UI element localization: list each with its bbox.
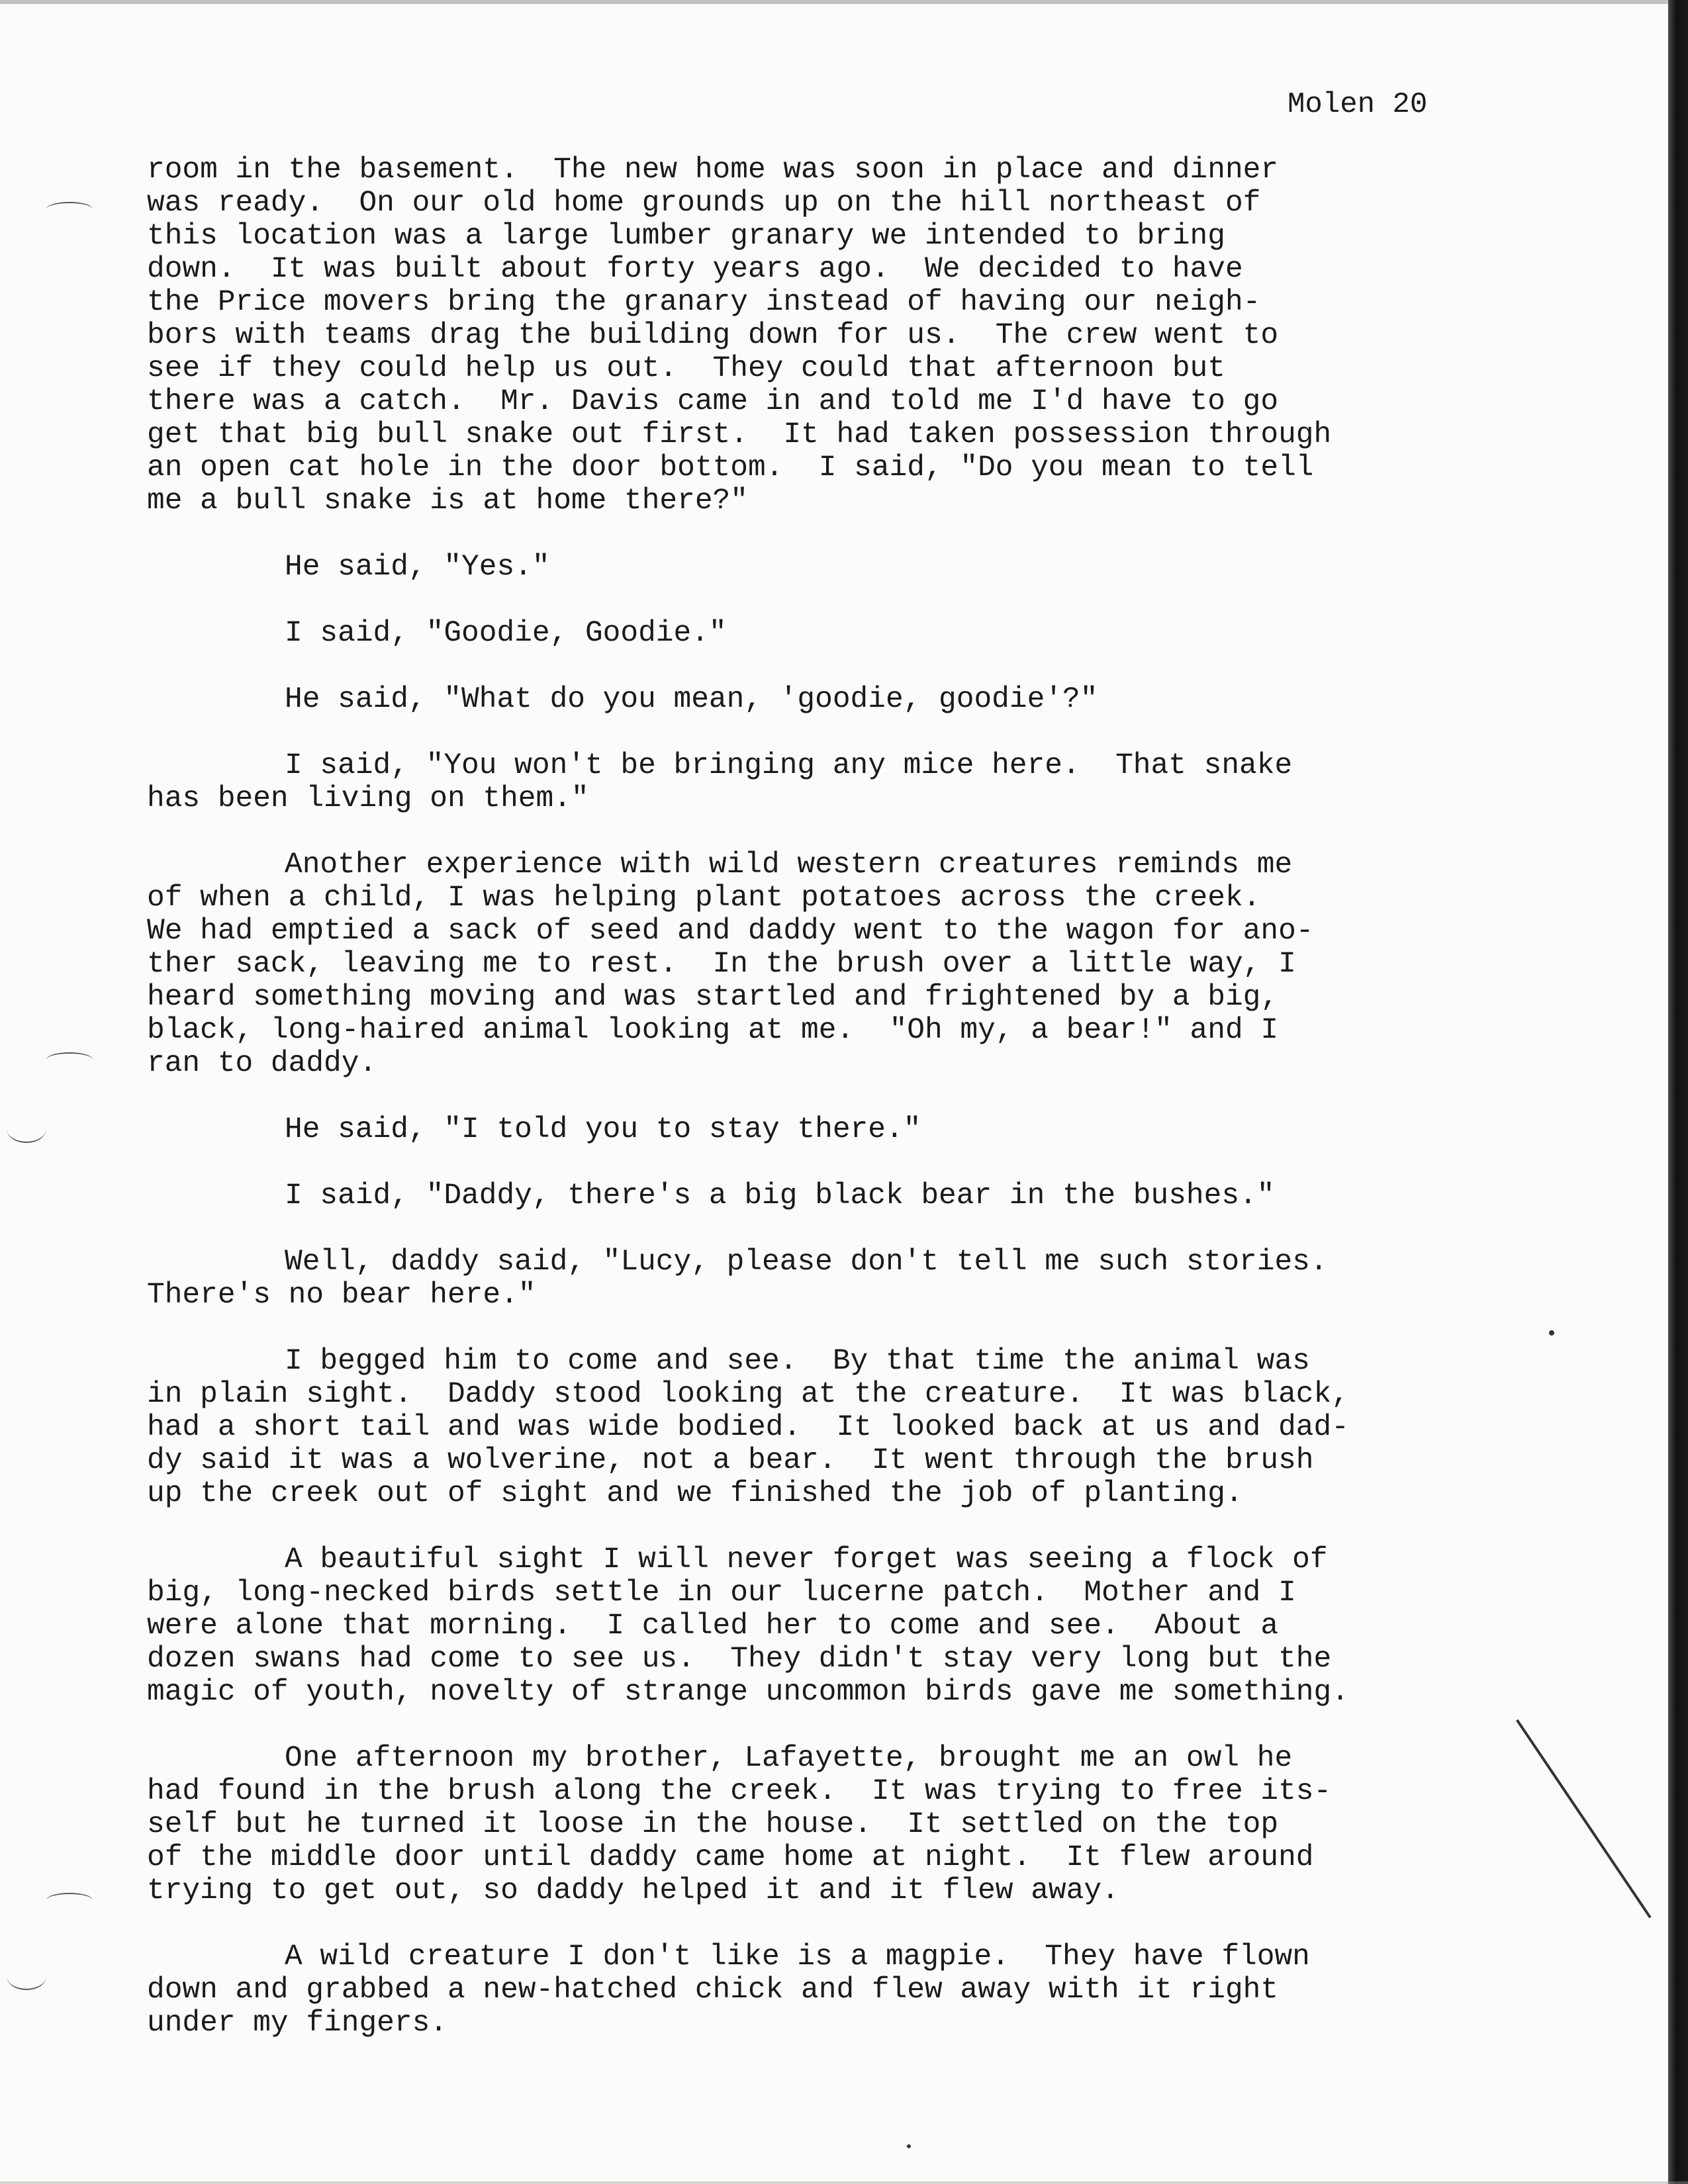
paragraph-gap xyxy=(147,1146,1497,1179)
text-line: I said, "Goodie, Goodie." xyxy=(285,617,727,650)
text-line: there was a catch. Mr. Davis came in and told me I'd have to go xyxy=(147,385,1279,418)
paragraph xyxy=(147,154,1497,518)
body-text xyxy=(147,154,1497,2040)
paragraph-gap xyxy=(147,1312,1497,1345)
text-line: bors with teams drag the building down for us. The crew went to xyxy=(147,319,1279,352)
margin-pencil-mark xyxy=(46,1893,93,1907)
text-line: of the middle door until daddy came home at night. It flew around xyxy=(147,1841,1314,1874)
text-line: this location was a large lumber granary we intended to bring xyxy=(147,220,1225,253)
text-line: under my fingers. xyxy=(147,2007,447,2040)
text-line: We had emptied a sack of seed and daddy went to the wagon for ano- xyxy=(147,915,1314,948)
text-line: big, long-necked birds settle in our lucerne patch. Mother and I xyxy=(147,1576,1296,1610)
paragraph-gap xyxy=(147,584,1497,617)
text-line: He said, "What do you mean, 'goodie, goodie'?" xyxy=(285,683,1098,716)
paragraph xyxy=(147,683,1497,716)
text-line: get that big bull snake out first. It had taken possession through xyxy=(147,418,1332,451)
paragraph xyxy=(147,1345,1497,1510)
text-line: was ready. On our old home grounds up on the hill northeast of xyxy=(147,187,1261,220)
text-line: He said, "I told you to stay there." xyxy=(285,1113,921,1146)
text-line: I begged him to come and see. By that time the animal was xyxy=(285,1345,1310,1378)
paragraph xyxy=(147,1246,1497,1312)
scan-bottom-edge xyxy=(0,2181,1688,2184)
text-line: had a short tail and was wide bodied. It looked back at us and dad- xyxy=(147,1411,1349,1444)
text-line: of when a child, I was helping plant potatoes across the creek. xyxy=(147,882,1261,915)
paragraph xyxy=(147,1113,1497,1146)
margin-pencil-mark xyxy=(7,1962,46,1990)
paragraph-gap xyxy=(147,1080,1497,1113)
text-line: I said, "Daddy, there's a big black bear in the bushes." xyxy=(285,1179,1275,1212)
page-header-number: Molen 20 xyxy=(1288,88,1428,121)
text-line: A wild creature I don't like is a magpie. They have flown xyxy=(285,1940,1310,1974)
paragraph xyxy=(147,1742,1497,1907)
text-line: down and grabbed a new-hatched chick and flew away with it right xyxy=(147,1974,1279,2007)
paragraph-gap xyxy=(147,518,1497,551)
paragraph-gap xyxy=(147,650,1497,683)
text-line: Another experience with wild western creatures reminds me xyxy=(285,848,1293,882)
paragraph xyxy=(147,617,1497,650)
text-line: up the creek out of sight and we finished the job of planting. xyxy=(147,1477,1243,1510)
text-line: black, long-haired animal looking at me. "Oh my, a bear!" and I xyxy=(147,1014,1279,1047)
paragraph-gap xyxy=(147,1709,1497,1742)
text-line: room in the basement. The new home was soon in place and dinner xyxy=(147,154,1279,187)
paragraph xyxy=(147,749,1497,815)
scan-right-edge xyxy=(1668,0,1688,2184)
margin-pencil-mark xyxy=(7,1115,46,1143)
text-line: A beautiful sight I will never forget was seeing a flock of xyxy=(285,1543,1328,1576)
paragraph-gap xyxy=(147,1907,1497,1940)
paragraph xyxy=(147,1179,1497,1212)
text-line: had found in the brush along the creek. It was trying to free its- xyxy=(147,1775,1332,1808)
text-line: dy said it was a wolverine, not a bear. It went through the brush xyxy=(147,1444,1314,1477)
text-line: an open cat hole in the door bottom. I said, "Do you mean to tell xyxy=(147,451,1314,484)
scan-speck xyxy=(1549,1330,1554,1336)
paragraph xyxy=(147,848,1497,1080)
text-line: He said, "Yes." xyxy=(285,551,550,584)
text-line: I said, "You won't be bringing any mice here. That snake xyxy=(285,749,1293,782)
text-line: ran to daddy. xyxy=(147,1047,377,1080)
text-line: self but he turned it loose in the house. It settled on the top xyxy=(147,1808,1279,1841)
text-line: has been living on them." xyxy=(147,782,589,815)
text-line: ther sack, leaving me to rest. In the brush over a little way, I xyxy=(147,948,1296,981)
paragraph xyxy=(147,1940,1497,2040)
text-line: down. It was built about forty years ago. We decided to have xyxy=(147,253,1243,286)
text-line: the Price movers bring the granary instead of having our neigh- xyxy=(147,286,1261,319)
text-line: trying to get out, so daddy helped it and it flew away. xyxy=(147,1874,1119,1907)
scan-top-edge xyxy=(0,0,1688,4)
text-line: One afternoon my brother, Lafayette, brought me an owl he xyxy=(285,1742,1293,1775)
text-line: Well, daddy said, "Lucy, please don't tell me such stories. xyxy=(285,1246,1328,1279)
paragraph xyxy=(147,551,1497,584)
paragraph xyxy=(147,1543,1497,1709)
text-line: magic of youth, novelty of strange uncommon birds gave me something. xyxy=(147,1676,1349,1709)
paragraph-gap xyxy=(147,815,1497,848)
text-line: heard something moving and was startled and frightened by a big, xyxy=(147,981,1279,1014)
text-line: dozen swans had come to see us. They didn't stay very long but the xyxy=(147,1643,1332,1676)
paragraph-gap xyxy=(147,1212,1497,1246)
text-line: see if they could help us out. They could that afternoon but xyxy=(147,352,1225,385)
margin-pencil-mark xyxy=(46,202,93,216)
text-line: in plain sight. Daddy stood looking at the creature. It was black, xyxy=(147,1378,1349,1411)
scan-speck xyxy=(907,2144,911,2148)
text-line: me a bull snake is at home there?" xyxy=(147,484,748,518)
paragraph-gap xyxy=(147,716,1497,749)
margin-pencil-mark xyxy=(46,1052,93,1067)
text-line: There's no bear here." xyxy=(147,1279,536,1312)
paragraph-gap xyxy=(147,1510,1497,1543)
margin-pencil-stroke xyxy=(1516,1719,1652,1919)
text-line: were alone that morning. I called her to come and see. About a xyxy=(147,1610,1279,1643)
